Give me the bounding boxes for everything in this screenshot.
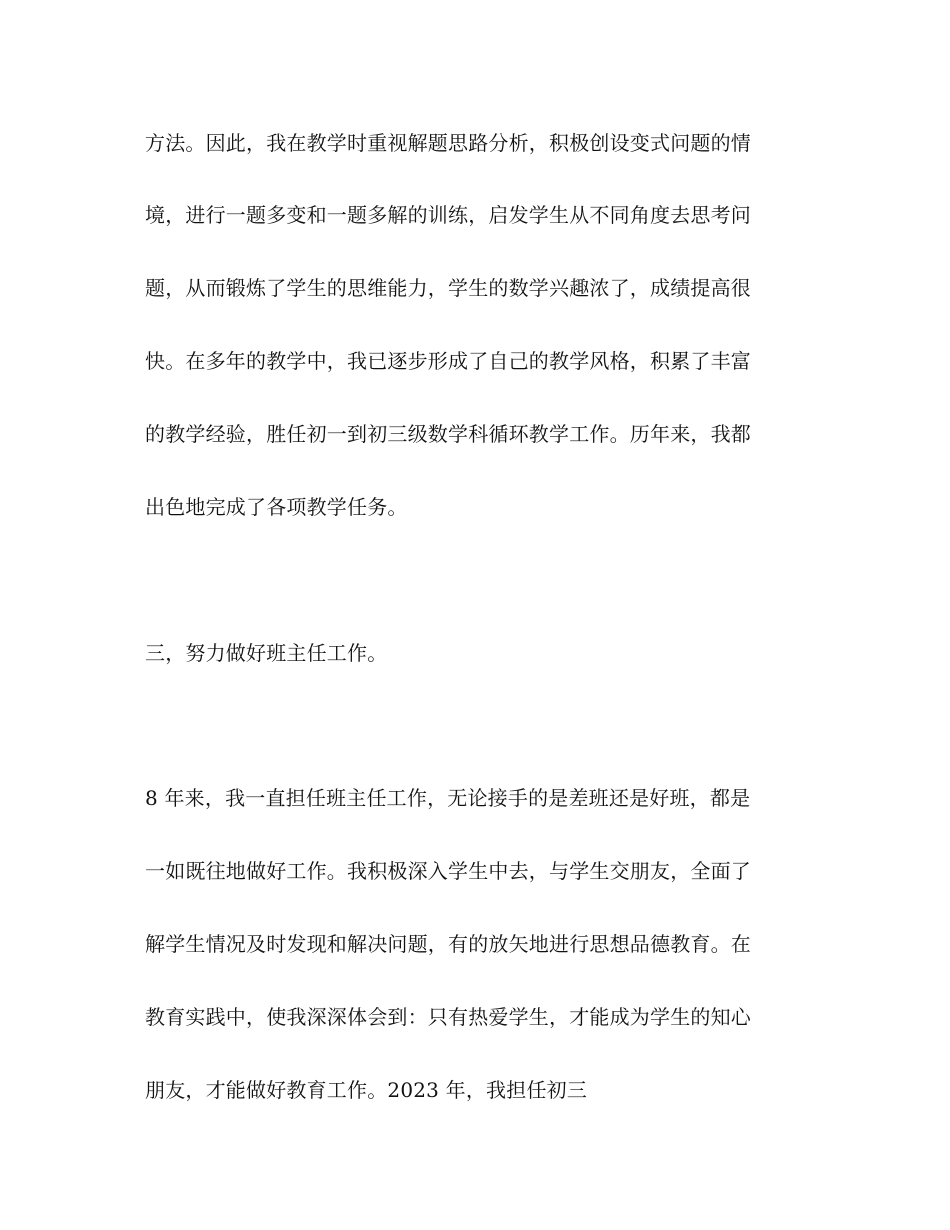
paragraph-2-line-3: 解学生情况及时发现和解决问题，有的放矢地进行思想品德教育。在 — [145, 932, 751, 956]
paragraph-1-line-1: 方法。因此，我在教学时重视解题思路分析，积极创设变式问题的情 — [145, 131, 751, 155]
paragraph-1-line-4: 快。在多年的教学中，我已逐步形成了自己的教学风格，积累了丰富 — [145, 349, 751, 373]
paragraph-2-line-1: 8 年来，我一直担任班主任工作，无论接手的是差班还是好班，都是 — [145, 786, 751, 810]
paragraph-1-line-6: 出色地完成了各项教学任务。 — [145, 495, 408, 519]
paragraph-2-line-4: 教育实践中，使我深深体会到：只有热爱学生，才能成为学生的知心 — [145, 1005, 751, 1029]
paragraph-1-line-5: 的教学经验，胜任初一到初三级数学科循环教学工作。历年来，我都 — [145, 422, 751, 446]
paragraph-1-line-2: 境，进行一题多变和一题多解的训练，启发学生从不同角度去思考问 — [145, 203, 751, 227]
section-heading: 三，努力做好班主任工作。 — [145, 641, 388, 665]
paragraph-2-line-2: 一如既往地做好工作。我积极深入学生中去，与学生交朋友，全面了 — [145, 859, 751, 883]
paragraph-1-line-3: 题，从而锻炼了学生的思维能力，学生的数学兴趣浓了，成绩提高很 — [145, 276, 751, 300]
paragraph-2-line-5: 朋友，才能做好教育工作。2023 年，我担任初三 — [145, 1078, 588, 1102]
